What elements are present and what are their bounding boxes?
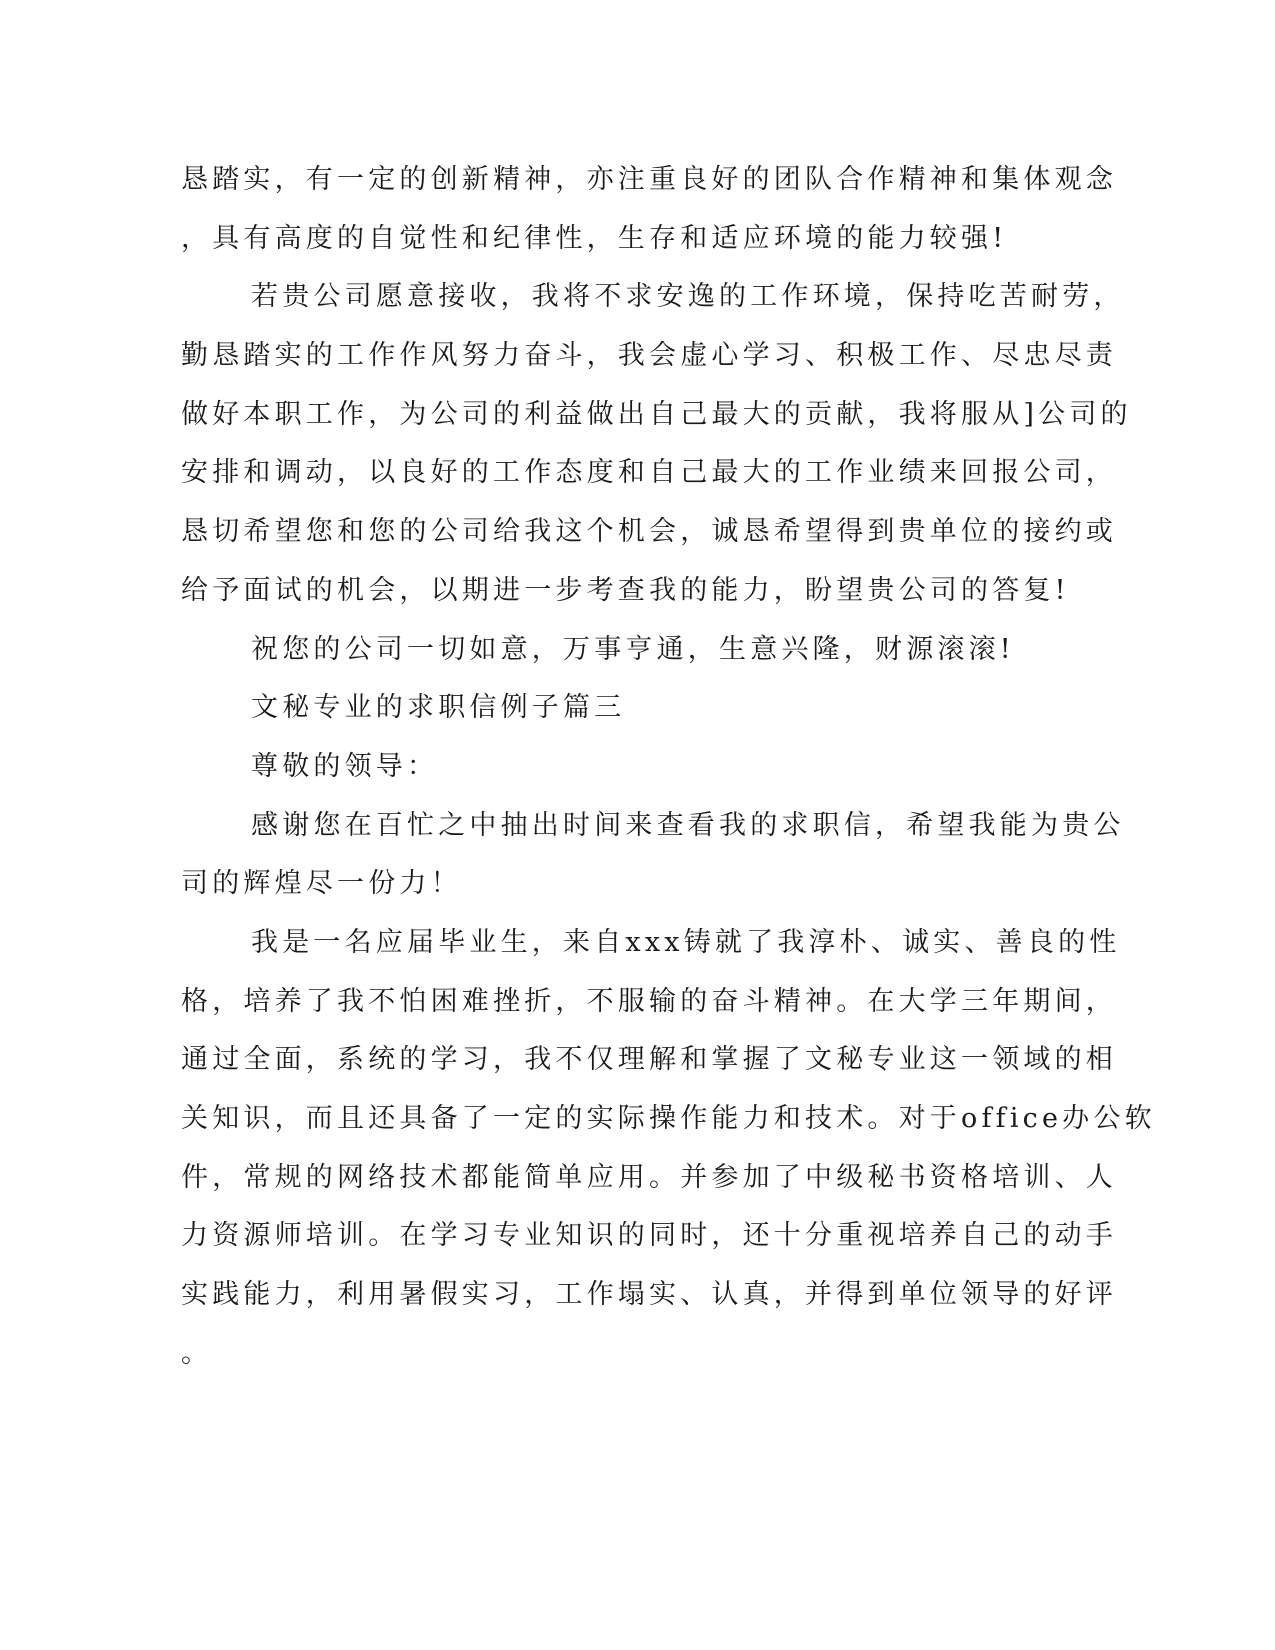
paragraph-line: 司的辉煌尽一份力！ — [181, 868, 462, 899]
paragraph-line: 安排和调动，以良好的工作态度和自己最大的工作业绩来回报公司， — [181, 457, 1117, 488]
paragraph-line: 恳切希望您和您的公司给我这个机会，诚恳希望得到贵单位的接约或 — [181, 516, 1117, 547]
paragraph-line: 关知识，而且还具备了一定的实际操作能力和技术。对于office办公软 — [181, 1103, 1156, 1134]
salutation: 尊敬的领导： — [251, 751, 439, 782]
paragraph-line: 若贵公司愿意接收，我将不求安逸的工作环境，保持吃苦耐劳， — [251, 281, 1125, 312]
paragraph-line: 感谢您在百忙之中抽出时间来查看我的求职信，希望我能为贵公 — [251, 810, 1125, 841]
paragraph-line: 做好本职工作，为公司的利益做出自己最大的贡献，我将服从]公司的 — [181, 399, 1132, 430]
paragraph-line: 我是一名应届毕业生，来自xxx铸就了我淳朴、诚实、善良的性 — [251, 927, 1121, 958]
paragraph-line: 格，培养了我不怕困难挫折，不服输的奋斗精神。在大学三年期间， — [181, 986, 1117, 1017]
paragraph-line: 件，常规的网络技术都能简单应用。并参加了中级秘书资格培训、人 — [181, 1162, 1117, 1193]
paragraph-line: 恳踏实，有一定的创新精神，亦注重良好的团队合作精神和集体观念 — [181, 164, 1117, 195]
paragraph-line: ，具有高度的自觉性和纪律性，生存和适应环境的能力较强! — [181, 223, 1008, 254]
section-heading: 文秘专业的求职信例子篇三 — [251, 692, 626, 723]
paragraph-line: 实践能力，利用暑假实习，工作塌实、认真，并得到单位领导的好评 — [181, 1279, 1117, 1310]
paragraph-line: 通过全面，系统的学习，我不仅理解和掌握了文秘专业这一领域的相 — [181, 1044, 1117, 1075]
paragraph-line: 给予面试的机会，以期进一步考查我的能力，盼望贵公司的答复! — [181, 575, 1070, 606]
paragraph-line: 勤恳踏实的工作作风努力奋斗，我会虚心学习、积极工作、尽忠尽责 — [181, 340, 1117, 371]
paragraph-line: 。 — [181, 1338, 213, 1369]
paragraph-line: 力资源师培训。在学习专业知识的同时，还十分重视培养自己的动手 — [181, 1220, 1117, 1251]
paragraph-line: 祝您的公司一切如意，万事亨通，生意兴隆，财源滚滚! — [251, 634, 1015, 665]
